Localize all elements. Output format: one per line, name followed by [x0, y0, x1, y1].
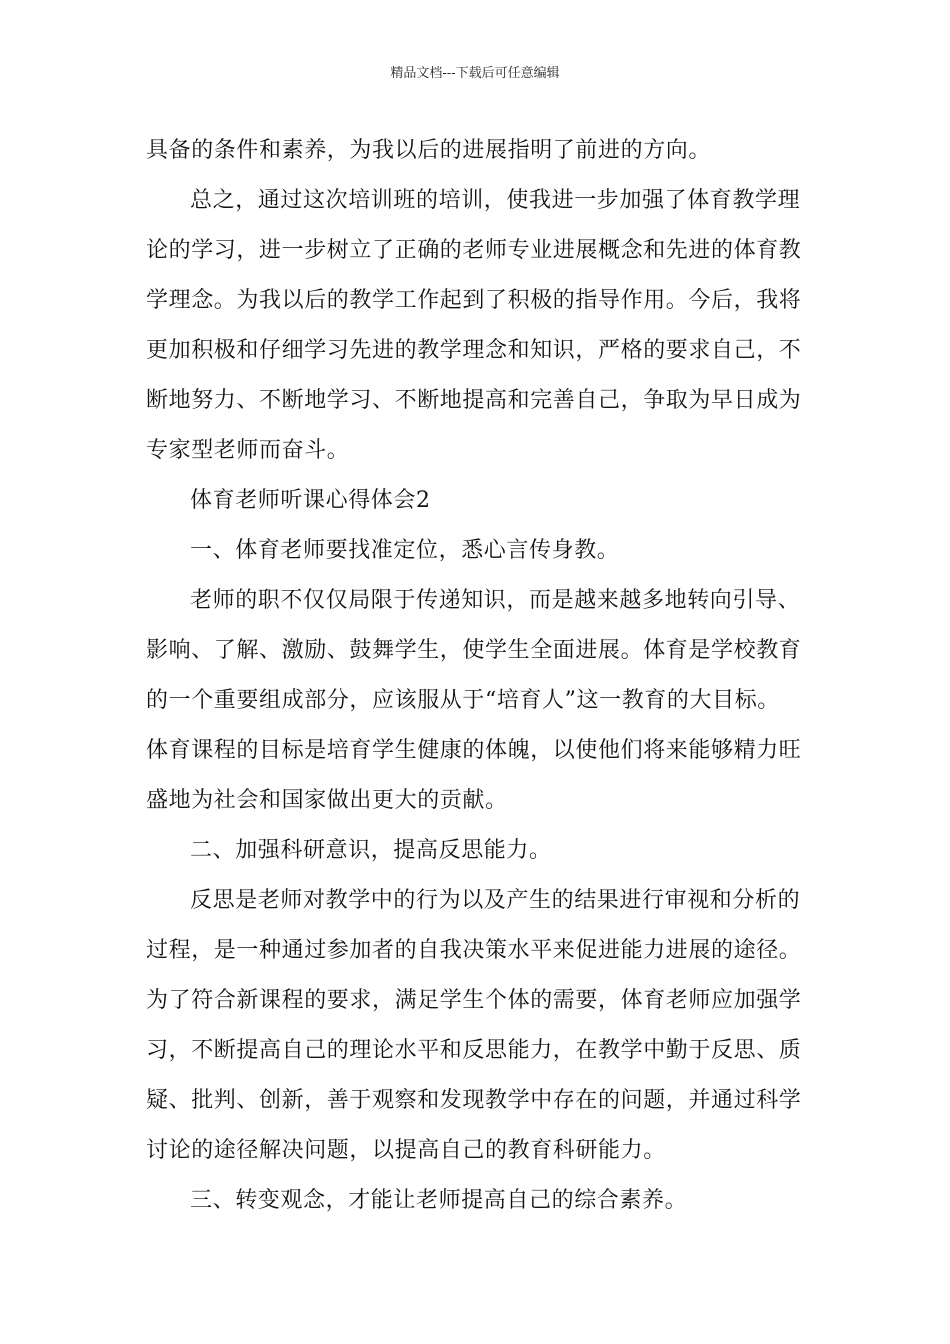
text-line: 影响、了解、激励、鼓舞学生，使学生全面进展。体育是学校教育 [146, 638, 802, 663]
text-line: 学理念。为我以后的教学工作起到了积极的指导作用。今后，我将 [146, 288, 802, 313]
section-heading: 三、转变观念，才能让老师提高自己的综合素养。 [190, 1188, 688, 1213]
page-header: 精品文档---下载后可任意编辑 [390, 66, 560, 81]
section-heading: 二、加强科研意识，提高反思能力。 [190, 838, 552, 863]
text-line: 习，不断提高自己的理论水平和反思能力，在教学中勤于反思、质 [146, 1038, 802, 1063]
document-body [146, 126, 808, 1226]
section-heading: 一、体育老师要找准定位，悉心言传身教。 [190, 538, 620, 563]
text-line: 盛地为社会和国家做出更大的贡献。 [146, 788, 508, 813]
text-line: 为了符合新课程的要求，满足学生个体的需要，体育老师应加强学 [146, 988, 802, 1013]
text-line: 的一个重要组成部分，应该服从于“培育人”这一教育的大目标。 [146, 688, 780, 713]
text-line: 具备的条件和素养，为我以后的进展指明了前进的方向。 [146, 138, 712, 163]
text-line: 断地努力、不断地学习、不断地提高和完善自己，争取为早日成为 [146, 388, 802, 413]
text-line: 论的学习，进一步树立了正确的老师专业进展概念和先进的体育教 [146, 238, 802, 263]
paragraph-start-line: 反思是老师对教学中的行为以及产生的结果进行审视和分析的 [190, 888, 801, 913]
paragraph-start-line: 总之，通过这次培训班的培训，使我进一步加强了体育教学理 [190, 188, 801, 213]
text-line: 专家型老师而奋斗。 [146, 438, 350, 463]
text-line: 体育课程的目标是培育学生健康的体魄，以使他们将来能够精力旺 [146, 738, 802, 763]
text-line: 讨论的途径解决问题，以提高自己的教育科研能力。 [146, 1138, 666, 1163]
text-line: 更加积极和仔细学习先进的教学理念和知识，严格的要求自己，不 [146, 338, 802, 363]
paragraph-start-line: 老师的职不仅仅局限于传递知识，而是越来越多地转向引导、 [190, 588, 801, 613]
text-line: 疑、批判、创新，善于观察和发现教学中存在的问题，并通过科学 [146, 1088, 802, 1113]
section-title: 体育老师听课心得体会2 [190, 488, 431, 513]
text-line: 过程，是一种通过参加者的自我决策水平来促进能力进展的途径。 [146, 938, 802, 963]
